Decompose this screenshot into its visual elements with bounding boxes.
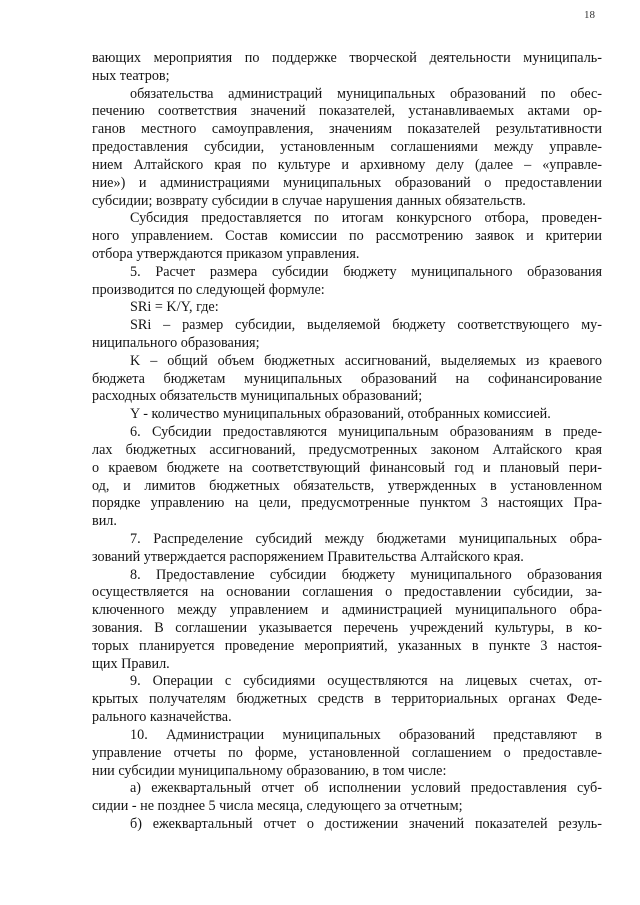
text-line: обязательства администраций муниципальных образований по обес- [130, 85, 602, 102]
document-body [92, 50, 602, 834]
text-line: ниципального образования; [92, 335, 260, 351]
text-line: SRi = K/Y, где: [130, 299, 219, 316]
text-line: бюджета бюджетам муниципальных образований на софинансирование [92, 370, 602, 387]
text-line: 5. Расчет размера субсидии бюджету муниципального образования [130, 263, 602, 280]
text-line: SRi – размер субсидии, выделяемой бюджету соответствующего му- [130, 317, 602, 334]
page-number: 18 [584, 9, 595, 21]
text-line: предоставления субсидии, установленным соглашениями между управле- [92, 139, 602, 156]
text-line: ных театров; [92, 67, 170, 84]
text-line: рального казначейства. [92, 709, 232, 726]
text-line: ного управлением. Состав комиссии по рассмотрению заявок и критерии [92, 228, 602, 245]
text-line: сидии - не позднее 5 числа месяца, следующего за отчетным; [92, 798, 463, 815]
text-line: отбора утверждаются приказом управления. [92, 245, 360, 262]
text-line: лах бюджетных ассигнований, предусмотренных законом Алтайского края [92, 441, 602, 458]
text-line: нием Алтайского края по культуре и архивному делу (далее – «управле- [92, 156, 602, 173]
text-line: вил. [92, 513, 117, 530]
text-line: б) ежеквартальный отчет о достижении значений показателей резуль- [130, 815, 602, 832]
text-line: 9. Операции с субсидиями осуществляются на лицевых счетах, от- [130, 673, 602, 690]
text-line: порядке управлению на цели, предусмотренные пунктом 3 настоящих Пра- [92, 495, 602, 512]
text-line: од, и лимитов бюджетных обязательств, утвержденных в установленном [92, 477, 602, 494]
text-line: субсидии; возврату субсидии в случае нарушения данных обязательств. [92, 192, 526, 209]
text-line: нии субсидии муниципальному образованию, в том числе: [92, 762, 447, 779]
text-line: о краевом бюджете на соответствующий финансовый год и плановый пери- [92, 459, 602, 476]
text-line: управление отчеты по форме, установленной соглашением о предоставле- [92, 744, 602, 761]
text-line: 6. Субсидии предоставляются муниципальным образованиям в преде- [130, 424, 602, 441]
text-line: Y - количество муниципальных образований, отобранных комиссией. [130, 406, 551, 423]
text-line: торых планируется проведение мероприятий, указанных в пункте 3 настоя- [92, 637, 602, 654]
text-line: вающих мероприятия по поддержке творческой деятельности муниципаль- [92, 50, 602, 66]
text-line: 10. Администрации муниципальных образований представляют в [130, 726, 602, 743]
text-line: а) ежеквартальный отчет об исполнении условий предоставления суб- [130, 780, 602, 797]
text-line: Субсидия предоставляется по итогам конкурсного отбора, проведен- [130, 210, 602, 227]
text-line: осуществляется на основании соглашения о предоставлении субсидии, за- [92, 584, 602, 601]
text-line: печению соответствия значений показателей, устанавливаемых актами ор- [92, 103, 602, 120]
text-line: ганов местного самоуправления, значениям показателей результативности [92, 121, 602, 138]
text-line: расходных обязательств муниципальных образований; [92, 388, 423, 405]
text-line: K – общий объем бюджетных ассигнований, выделяемых из краевого [130, 352, 602, 369]
text-line: зований утверждается распоряжением Правительства Алтайского края. [92, 548, 524, 565]
text-line: зования. В соглашении указывается перечень учреждений культуры, в ко- [92, 620, 602, 636]
text-line: производится по следующей формуле: [92, 281, 325, 298]
text-line: 8. Предоставление субсидии бюджету муниципального образования [130, 566, 602, 583]
text-line: крытых получателям бюджетных средств в территориальных органах Феде- [92, 691, 602, 708]
text-line: щих Правил. [92, 655, 170, 672]
text-line: ключенного между управлением и администрацией муниципального обра- [92, 602, 602, 619]
text-line: 7. Распределение субсидий между бюджетами муниципальных обра- [130, 530, 602, 547]
text-line: ние») и администрациями муниципальных образований о предоставлении [92, 174, 602, 191]
